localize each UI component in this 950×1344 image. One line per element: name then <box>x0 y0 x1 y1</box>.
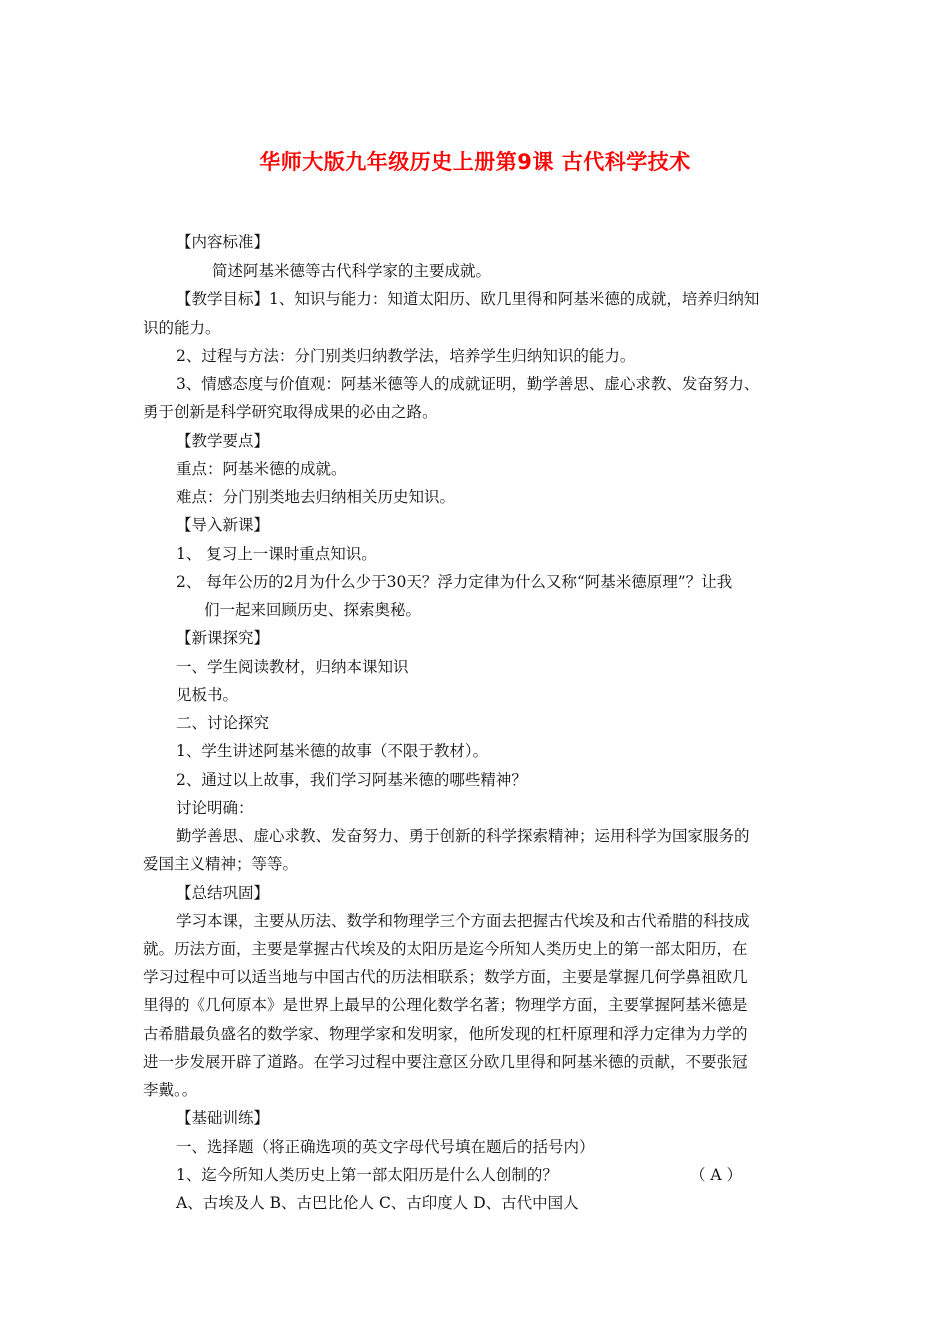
paragraph-line: 勇于创新是科学研究取得成果的必由之路。 <box>143 403 438 421</box>
section-heading-summary: 【总结巩固】 <box>176 884 270 902</box>
question-line: 1、迄今所知人类历史上第一部太阳历是什么人创制的？ <box>176 1166 558 1184</box>
list-item: 2、 每年公历的2月为什么少于30天？浮力定律为什么又称“阿基米德原理”？让我 <box>176 573 733 591</box>
section-heading-content-standard: 【内容标准】 <box>176 233 270 251</box>
section-heading-new-lesson: 【新课探究】 <box>176 629 270 647</box>
paragraph-line: 勤学善思、虚心求教、发奋努力、勇于创新的科学探索精神；运用科学为国家服务的 <box>176 827 750 845</box>
paragraph-line: 讨论明确： <box>176 799 254 817</box>
list-item: 1、 复习上一课时重点知识。 <box>176 545 377 563</box>
paragraph-line: 简述阿基米德等古代科学家的主要成就。 <box>212 262 492 280</box>
paragraph-line: 古希腊最负盛名的数学家、物理学家和发明家，他所发现的杠杆原理和浮力定律为力学的 <box>143 1025 748 1043</box>
teaching-goals-line: 【教学目标】1、知识与能力：知道太阳历、欧几里得和阿基米德的成就，培养归纳知 <box>176 290 760 308</box>
paragraph-line: 重点：阿基米德的成就。 <box>176 460 347 478</box>
section-heading-introduction: 【导入新课】 <box>176 516 270 534</box>
paragraph-line: 1、学生讲述阿基米德的故事（不限于教材）。 <box>176 742 489 760</box>
paragraph-line: 里得的《几何原本》是世界上最早的公理化数学名著；物理学方面，主要掌握阿基米德是 <box>143 996 748 1014</box>
paragraph-line: 一、学生阅读教材，归纳本课知识 <box>176 658 409 676</box>
paragraph-line: 一、选择题（将正确选项的英文字母代号填在题后的括号内） <box>176 1138 595 1156</box>
paragraph-line: 二、讨论探究 <box>176 714 270 732</box>
paragraph-line: 就。历法方面，主要是掌握古代埃及的太阳历是迄今所知人类历史上的第一部太阳历，在 <box>143 940 748 958</box>
document-title: 华师大版九年级历史上册第9课 古代科学技术 <box>259 150 691 174</box>
section-heading-key-points: 【教学要点】 <box>176 432 270 450</box>
paragraph-line: 2、通过以上故事，我们学习阿基米德的哪些精神？ <box>176 771 527 789</box>
answer-options: A、古埃及人 B、古巴比伦人 C、古印度人 D、古代中国人 <box>176 1194 579 1212</box>
section-heading-basic-training: 【基础训练】 <box>176 1109 270 1127</box>
paragraph-line: 爱国主义精神；等等。 <box>143 855 299 873</box>
paragraph-line: 难点：分门别类地去归纳相关历史知识。 <box>176 488 456 506</box>
paragraph-line: 李戴。。 <box>143 1081 198 1099</box>
paragraph-line: 们一起来回顾历史、探索奥秘。 <box>204 601 422 619</box>
paragraph-line: 识的能力。 <box>143 319 221 337</box>
paragraph-line: 学习本课，主要从历法、数学和物理学三个方面去把握古代埃及和古代希腊的科技成 <box>176 912 750 930</box>
paragraph-line: 见板书。 <box>176 686 239 704</box>
paragraph-line: 3、情感态度与价值观：阿基米德等人的成就证明，勤学善思、虚心求教、发奋努力、 <box>176 375 760 393</box>
paragraph-line: 2、过程与方法：分门别类归纳教学法，培养学生归纳知识的能力。 <box>176 347 636 365</box>
paragraph-line: 进一步发展开辟了道路。在学习过程中要注意区分欧几里得和阿基米德的贡献，不要张冠 <box>143 1053 748 1071</box>
paragraph-line: 学习过程中可以适当地与中国古代的历法相联系；数学方面，主要是掌握几何学鼻祖欧几 <box>143 968 748 986</box>
answer-bracket: （ A ） <box>690 1166 743 1184</box>
